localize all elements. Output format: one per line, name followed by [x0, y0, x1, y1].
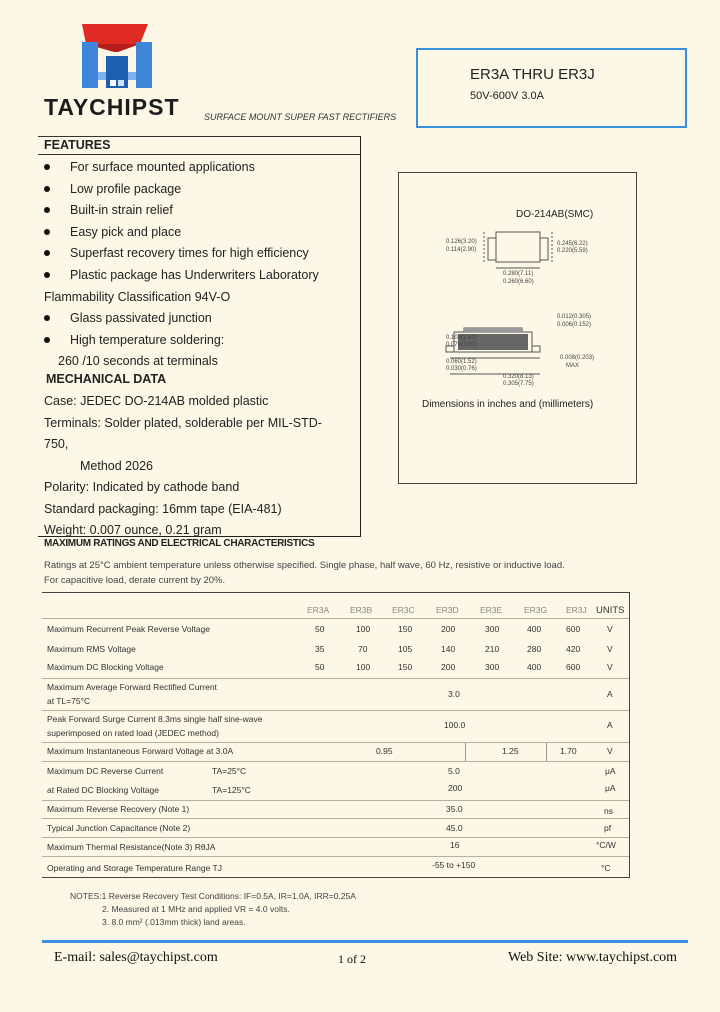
bullet-icon [44, 229, 50, 235]
part-range: ER3A THRU ER3J [470, 66, 595, 83]
table-value: 105 [398, 644, 413, 654]
param-label: at TL=75°C [47, 696, 91, 706]
table-value: 300 [485, 662, 500, 672]
row-divider [42, 877, 630, 878]
cell-divider [546, 743, 547, 761]
note-line: 3. 8.0 mm² (.013mm thick) land areas. [102, 917, 246, 927]
dimension-label: 0.245(6.22) [557, 241, 588, 247]
table-value: 300 [485, 624, 500, 634]
row-divider [42, 742, 630, 743]
bullet-icon [44, 250, 50, 256]
table-value: 35.0 [446, 804, 463, 814]
param-label: Maximum Instantaneous Forward Voltage at 3.0A [47, 746, 234, 756]
table-value: 50 [315, 662, 325, 672]
param-label: Maximum RMS Voltage [47, 644, 136, 654]
ratings-note: Ratings at 25°C ambient temperature unless otherwise specified. Single phase, half wave, 60 Hz, resistive or inductive load. [44, 560, 565, 571]
dimensions-caption: Dimensions in inches and (millimeters) [422, 399, 594, 410]
product-subtitle: SURFACE MOUNT SUPER FAST RECTIFIERS [204, 112, 397, 122]
mechanical-line: Polarity: Indicated by cathode band [44, 480, 240, 494]
param-label: Maximum Recurrent Peak Reverse Voltage [47, 624, 210, 634]
row-divider [42, 678, 630, 679]
divider [38, 136, 360, 137]
table-value: 3.0 [448, 689, 460, 699]
param-label: at Rated DC Blocking Voltage [47, 785, 159, 795]
unit: °C [601, 863, 611, 873]
dimension-label: 0.126(3.20) [446, 239, 477, 245]
bullet-icon [44, 337, 50, 343]
unit: A [607, 689, 613, 699]
feature-item: High temperature soldering: [70, 333, 225, 347]
param-label: Maximum Average Forward Rectified Current [47, 682, 217, 692]
feature-item: Plastic package has Underwriters Laboratory [70, 268, 319, 282]
column-header: ER3G [524, 605, 548, 615]
part-spec: 50V-600V 3.0A [470, 90, 545, 102]
param-label: superimposed on rated load (JEDEC method) [47, 728, 219, 738]
param-label: Peak Forward Surge Current 8.3ms single half sine-wave [47, 714, 263, 724]
footer-email[interactable]: E-mail: sales@taychipst.com [54, 950, 218, 965]
note-line: NOTES:1 Reverse Recovery Test Conditions: IF=0.5A, IR=1.0A, IRR=0.25A [70, 891, 356, 901]
unit: °C/W [596, 840, 616, 850]
table-value: 45.0 [446, 823, 463, 833]
mechanical-line: 750, [44, 437, 69, 451]
column-header: ER3D [436, 605, 459, 615]
column-header: ER3E [480, 605, 503, 615]
bullet-icon [44, 272, 50, 278]
table-value: 150 [398, 624, 413, 634]
condition-label: TA=125°C [212, 785, 251, 795]
table-value: 150 [398, 662, 413, 672]
page-number: 1 of 2 [338, 952, 366, 966]
row-divider [42, 800, 630, 801]
mechanical-line: Case: JEDEC DO-214AB molded plastic [44, 394, 269, 408]
feature-item: Flammability Classification 94V-O [44, 290, 231, 304]
note-line: 2. Measured at 1 MHz and applied VR = 4.0 volts. [102, 904, 290, 914]
mechanical-line: Method 2026 [80, 459, 153, 473]
unit: V [607, 746, 613, 756]
table-value: 600 [566, 624, 581, 634]
column-header: ER3B [350, 605, 373, 615]
column-header: ER3J [566, 605, 587, 615]
dimension-label: 0.305(7.75) [503, 381, 534, 387]
table-value: 100 [356, 662, 371, 672]
bullet-icon [44, 315, 50, 321]
table-value: 100.0 [444, 720, 466, 730]
table-value: 1.25 [502, 746, 519, 756]
row-divider [42, 818, 630, 819]
table-border [629, 592, 630, 878]
dimension-label: 0.060(1.52) [446, 359, 477, 365]
dimension-label: 0.114(2.90) [446, 247, 477, 253]
package-title: DO-214AB(SMC) [516, 209, 594, 220]
unit: pf [604, 823, 612, 833]
dimension-label: 0.079(2.00) [446, 342, 477, 348]
dimension-label: 0.220(5.59) [557, 248, 588, 254]
dimension-label: 0.008(0.203) [560, 355, 595, 361]
table-value: 400 [527, 624, 542, 634]
table-value: 50 [315, 624, 325, 634]
features-heading: FEATURES [44, 138, 111, 152]
table-value: 140 [441, 644, 456, 654]
row-divider [42, 618, 630, 619]
feature-item: For surface mounted applications [70, 160, 255, 174]
feature-item: Low profile package [70, 182, 182, 196]
part-title-box [416, 48, 687, 128]
dimension-label: 0.260(6.60) [503, 279, 534, 285]
dimension-label: 0.103(2.62) [446, 335, 477, 341]
unit: A [607, 720, 613, 730]
dimension-label: 0.030(0.76) [446, 366, 477, 372]
feature-item: 260 /10 seconds at terminals [58, 354, 218, 368]
row-divider [42, 837, 630, 838]
footer-rule [42, 940, 688, 943]
table-value: 420 [566, 644, 581, 654]
cell-divider [465, 743, 466, 761]
table-value: 35 [315, 644, 325, 654]
unit: μA [605, 766, 616, 776]
table-value: 70 [358, 644, 368, 654]
param-label: Maximum DC Blocking Voltage [47, 662, 164, 672]
column-header: ER3C [392, 605, 415, 615]
mechanical-line: Weight: 0.007 ounce, 0.21 gram [44, 523, 222, 537]
mechanical-line: Terminals: Solder plated, solderable per MIL-STD- [44, 416, 322, 430]
row-divider [42, 710, 630, 711]
footer-website[interactable]: Web Site: www.taychipst.com [508, 950, 678, 965]
table-value: 200 [441, 662, 456, 672]
unit: V [607, 662, 613, 672]
table-value: 1.70 [560, 746, 577, 756]
table-value: 100 [356, 624, 371, 634]
ratings-title: MAXIMUM RATINGS AND ELECTRICAL CHARACTERISTICS [44, 538, 315, 549]
table-value: 16 [450, 840, 460, 850]
taychipst-logo-icon [78, 22, 156, 94]
ratings-note: For capacitive load, derate current by 20%. [44, 575, 226, 586]
table-value: -55 to +150 [432, 860, 476, 870]
table-value: 400 [527, 662, 542, 672]
table-value: 200 [448, 783, 463, 793]
feature-item: Easy pick and place [70, 225, 182, 239]
table-value: 280 [527, 644, 542, 654]
brand-name: TAYCHIPST [44, 94, 180, 120]
unit: V [607, 644, 613, 654]
table-value: 200 [441, 624, 456, 634]
unit: μA [605, 783, 616, 793]
mechanical-heading: MECHANICAL DATA [46, 372, 167, 386]
dimension-label: 0.280(7.11) [503, 271, 534, 277]
feature-item: Glass passivated junction [70, 311, 212, 325]
table-value: 0.95 [376, 746, 393, 756]
bullet-icon [44, 164, 50, 170]
param-label: Operating and Storage Temperature Range TJ [47, 863, 222, 873]
table-value: 5.0 [448, 766, 460, 776]
table-value: 210 [485, 644, 500, 654]
row-divider [42, 761, 630, 762]
column-header: UNITS [596, 605, 625, 616]
dimension-label: 0.006(0.152) [557, 322, 592, 328]
column-header: ER3A [307, 605, 330, 615]
dimension-label: 0.012(0.305) [557, 314, 592, 320]
bullet-icon [44, 207, 50, 213]
bullet-icon [44, 186, 50, 192]
param-label: Maximum Reverse Recovery (Note 1) [47, 804, 190, 814]
condition-label: TA=25°C [212, 766, 247, 776]
feature-item: Built-in strain relief [70, 203, 173, 217]
param-label: Maximum Thermal Resistance(Note 3) RθJA [47, 842, 216, 852]
dimension-label: 0.320(8.13) [503, 374, 534, 380]
table-value: 600 [566, 662, 581, 672]
divider [38, 154, 360, 155]
mechanical-line: Standard packaging: 16mm tape (EIA-481) [44, 502, 282, 516]
param-label: Typical Junction Capacitance (Note 2) [47, 823, 191, 833]
unit: ns [604, 806, 613, 816]
param-label: Maximum DC Reverse Current [47, 766, 164, 776]
row-divider [42, 856, 630, 857]
feature-item: Superfast recovery times for high efficiency [70, 246, 309, 260]
dimension-label: MAX [566, 363, 580, 369]
unit: V [607, 624, 613, 634]
